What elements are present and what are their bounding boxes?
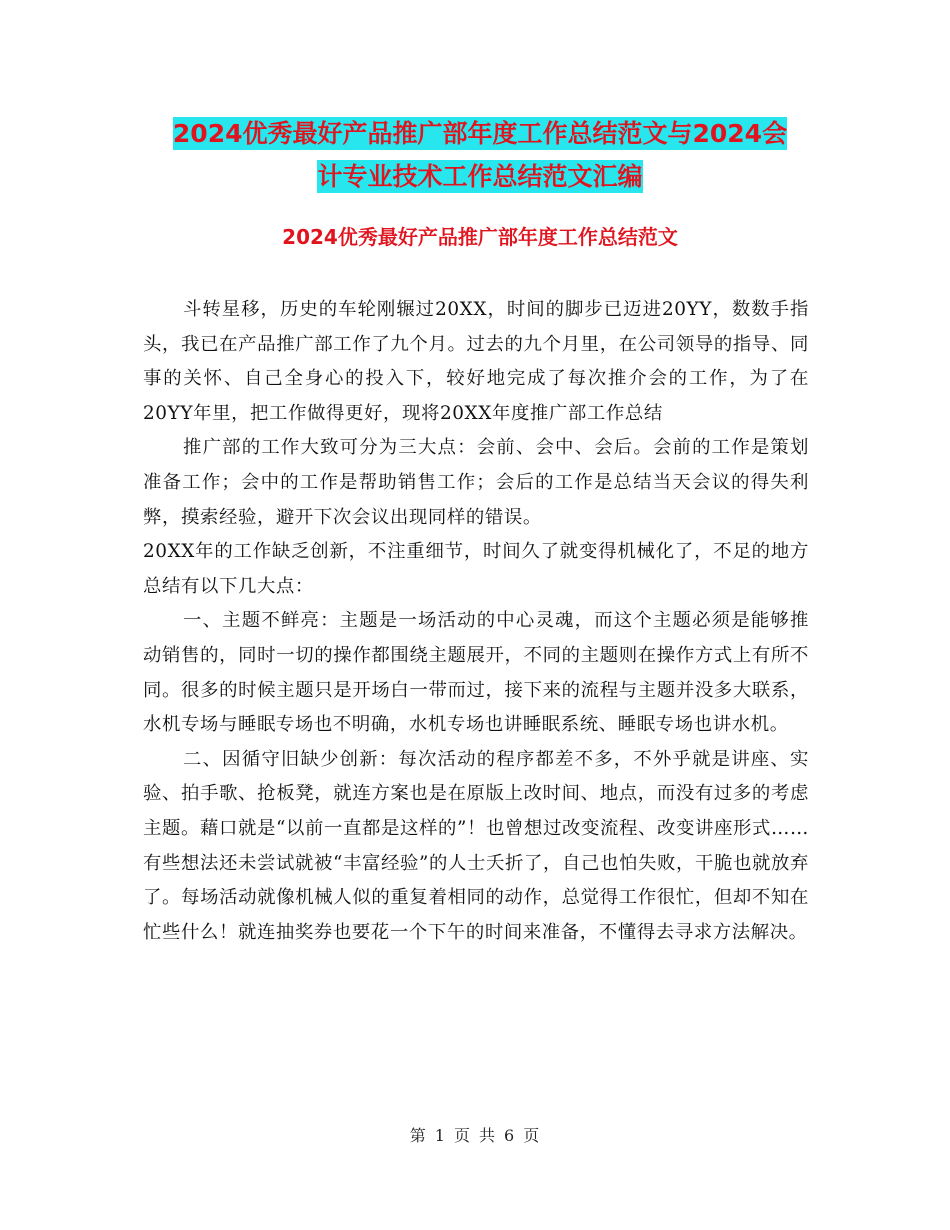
paragraph-intro: 斗转星移，历史的车轮刚辗过20XX，时间的脚步已迈进20YY，数数手指头，我已在产品推广部工作了九个月。过去的九个月里，在公司领导的指导、同事的关怀、自己全身心的投入下，较好地完成了每次推介会的工作，为了在20YY年里，把工作做得更好，现将20XX年度推广部工作总结 [143, 299, 809, 424]
paragraph-shortcomings-lead: 20XX年的工作缺乏创新，不注重细节，时间久了就变得机械化了，不足的地方总结有以下几大点： [143, 541, 809, 597]
footer-prefix: 第 [409, 1126, 427, 1145]
footer-total-prefix: 共 [479, 1126, 497, 1145]
page-footer [0, 1123, 950, 1146]
paragraph-point-one: 一、主题不鲜亮：主题是一场活动的中心灵魂，而这个主题必须是能够推动销售的，同时一切的操作都围绕主题展开，不同的主题则在操作方式上有所不同。很多的时候主题只是开场白一带而过，接下来的流程与主题并没多大联系，水机专场与睡眠专场也不明确，水机专场也讲睡眠系统、睡眠专场也讲水机。 [143, 610, 809, 736]
footer-total-unit: 页 [523, 1126, 541, 1145]
paragraph-point-two: 二、因循守旧缺少创新：每次活动的程序都差不多，不外乎就是讲座、实验、拍手歌、抢板凳，就连方案也是在原版上改时间、地点，而没有过多的考虑主题。藉口就是“以前一直都是这样的”！也曾想过改变流程、改变讲座形式……有些想法还未尝试就被“丰富经验”的人士夭折了，自己也怕失败，干脆也就放弃了。每场活动就像机械人似的重复着相同的动作，总觉得工作很忙，但却不知在忙些什么！就连抽奖券也要花一个下午的时间来准备，不懂得去寻求方法解决。 [143, 748, 809, 943]
footer-page-number: 1 [434, 1126, 446, 1145]
main-title-line-2: 计专业技术工作总结范文汇编 [317, 162, 643, 191]
paragraph-work-overview: 推广部的工作大致可分为三大点：会前、会中、会后。会前的工作是策划准备工作；会中的工作是帮助销售工作；会后的工作是总结当天会议的得失利弊，摸索经验，避开下次会议出现同样的错误。 [143, 437, 809, 528]
document-main-title [140, 112, 820, 198]
footer-total-pages: 6 [504, 1126, 516, 1145]
footer-page-unit: 页 [453, 1126, 471, 1145]
main-title-line-1: 2024优秀最好产品推广部年度工作总结范文与2024会 [172, 119, 788, 148]
section-title: 2024优秀最好产品推广部年度工作总结范文 [282, 225, 678, 249]
body-text [143, 293, 809, 950]
